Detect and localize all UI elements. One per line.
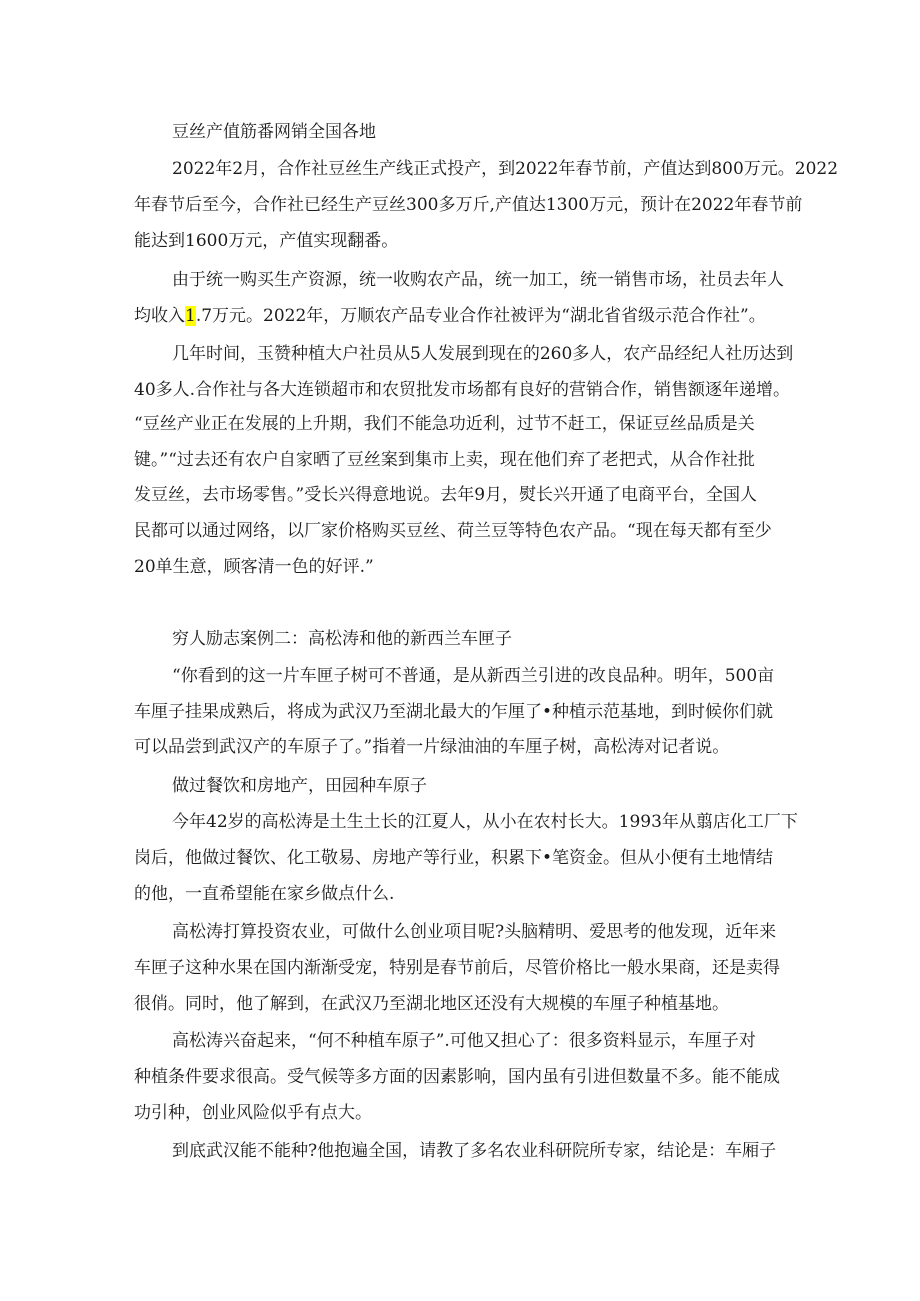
paragraph-line: 40多人.合作社与各大连锁超市和农贸批发市场都有良好的营销合作，销售额逐年递增。 (134, 380, 791, 400)
paragraph-line: 民都可以通过网络，以厂家价格购买豆丝、荷兰豆等特色农产品。“现在每天都有至少 (134, 521, 772, 541)
paragraph-line: “你看到的这一片车匣子树可不普通，是从新西兰引进的改良品种。明年，500亩 (172, 666, 775, 686)
paragraph-line: 可以品尝到武汉产的车原子了。”指着一片绿油油的车厘子树，高松涛对记者说。 (134, 737, 730, 757)
paragraph-line: 种植条件要求很高。受气候等多方面的因素影响，国内虽有引进但数量不多。能不能成 (134, 1067, 780, 1087)
paragraph-line: 几年时间，玉赞种植大户社员从5人发展到现在的260多人，农产品经纪人社历达到 (172, 344, 794, 364)
paragraph-line: 2022年2月，合作社豆丝生产线正式投产，到2022年春节前，产值达到800万元。2022 (172, 159, 839, 179)
highlighted-text: 1 (185, 306, 196, 326)
text-segment: 均收入 (134, 306, 185, 326)
paragraph-line: 年春节后至今，合作社已经生产豆丝300多万斤,产值达1300万元，预计在2022年春节前 (134, 195, 803, 215)
paragraph-line: 功引种，创业风险似乎有点大。 (134, 1103, 372, 1123)
paragraph-line: 由于统一购买生产资源，统一收购农产品，统一加工，统一销售市场，社员去年人 (172, 270, 784, 290)
paragraph-line: 车厘子挂果成熟后，将成为武汉乃至湖北最大的乍厘了•种植示范基地，到时候你们就 (134, 702, 774, 722)
paragraph-line: 岗后，他做过餐饮、化工敬易、房地产等行业，积累下•笔资金。但从小便有土地情结 (134, 848, 774, 868)
paragraph-line: 很俏。同时，他了解到，在武汉乃至湖北地区还没有大规模的车厘子种植基地。 (134, 994, 729, 1014)
paragraph-line: 高松涛打算投资农业，可做什么创业项目呢?头脑精明、爱思考的他发现，近年来 (172, 922, 777, 942)
paragraph-line: 键。”“过去还有农户自家晒了豆丝案到集市上卖，现在他们弃了老把式，从合作社批 (134, 450, 755, 470)
paragraph-line: 20单生意，顾客清一色的好评.” (134, 557, 374, 577)
subheading: 做过餐饮和房地产，田园种车原子 (172, 776, 427, 796)
paragraph-line: 的他，一直希望能在家乡做点什么. (134, 884, 395, 904)
paragraph-line: 能达到1600万元，产值实现翻番。 (134, 231, 399, 251)
paragraph-line: 高松涛兴奋起来，“何不种植车原子”.可他又担心了：很多资料显示，车厘子对 (172, 1031, 756, 1051)
paragraph-line: “豆丝产业正在发展的上升期，我们不能急功近利，过节不赶工，保证豆丝品质是关 (134, 414, 755, 434)
section-heading-case-two: 穷人励志案例二：高松涛和他的新西兰车匣子 (172, 629, 512, 649)
paragraph-line-highlighted (134, 304, 784, 328)
text-segment: .7万元。2022年，万顺农产品专业合作社被评为“湖北省省级示范合作社”。 (195, 306, 766, 326)
paragraph-line: 今年42岁的高松涛是土生土长的江夏人，从小在农村长大。1993年从翦店化工厂下 (172, 812, 798, 832)
section-heading-doushi: 豆丝产值筋番网销全国各地 (172, 122, 376, 142)
paragraph-line: 车匣子这种水果在国内渐渐受宠，特别是春节前后，尽管价格比一般水果商，还是卖得 (134, 958, 780, 978)
paragraph-line: 到底武汉能不能种?他抱遍全国，请教了多名农业科研院所专家，结论是：车厢子 (172, 1141, 777, 1161)
paragraph-line: 发豆丝，去市场零售。”受长兴得意地说。去年9月，熨长兴开通了电商平台，全国人 (134, 485, 758, 505)
